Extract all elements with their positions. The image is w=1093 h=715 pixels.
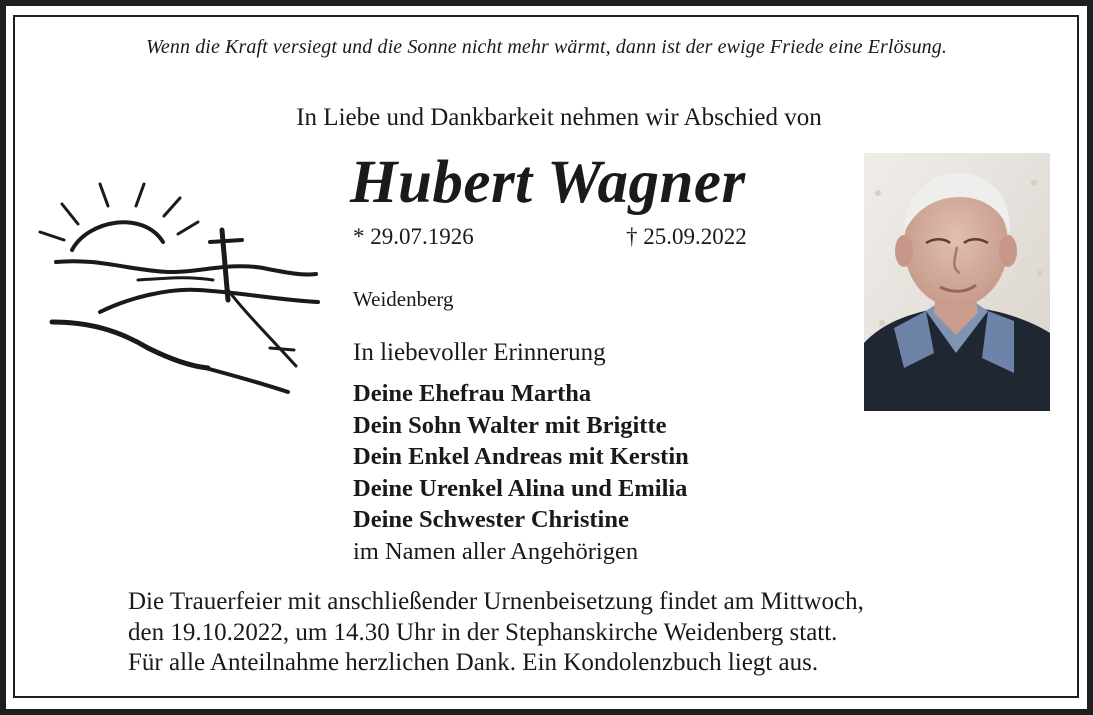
sunset-cross-icon (38, 180, 320, 395)
motto-quote: Wenn die Kraft versiegt und die Sonne nicht mehr wärmt, dann ist der ewige Friede eine Erlösung. (146, 36, 947, 58)
memory-line: In liebevoller Erinnerung (353, 339, 606, 366)
intro-line: In Liebe und Dankbarkeit nehmen wir Abschied von (296, 104, 822, 131)
funeral-service-text (128, 587, 864, 679)
mourner-line: Deine Ehefrau Martha (353, 380, 592, 407)
birth-date: * 29.07.1926 (353, 224, 474, 249)
residence-place: Weidenberg (353, 287, 454, 311)
mourner-line: Dein Enkel Andreas mit Kerstin (353, 443, 689, 470)
mourners-closing: im Namen aller Angehörigen (353, 537, 639, 565)
service-line: Für alle Anteilnahme herzlichen Dank. Ein Kondolenzbuch liegt aus. (128, 649, 819, 676)
mourner-line: Deine Schwester Christine (353, 506, 629, 533)
portrait-photo (864, 153, 1050, 411)
service-line: Die Trauerfeier mit anschließender Urnenbeisetzung findet am Mittwoch, (128, 588, 864, 615)
service-line: den 19.10.2022, um 14.30 Uhr in der Stephanskirche Weidenberg statt. (128, 618, 838, 646)
mourner-line: Dein Sohn Walter mit Brigitte (353, 411, 667, 439)
mourners-list (353, 378, 689, 567)
deceased-name: Hubert Wagner (350, 149, 746, 216)
mourner-line: Deine Urenkel Alina und Emilia (353, 474, 688, 502)
death-date: † 25.09.2022 (626, 224, 747, 249)
